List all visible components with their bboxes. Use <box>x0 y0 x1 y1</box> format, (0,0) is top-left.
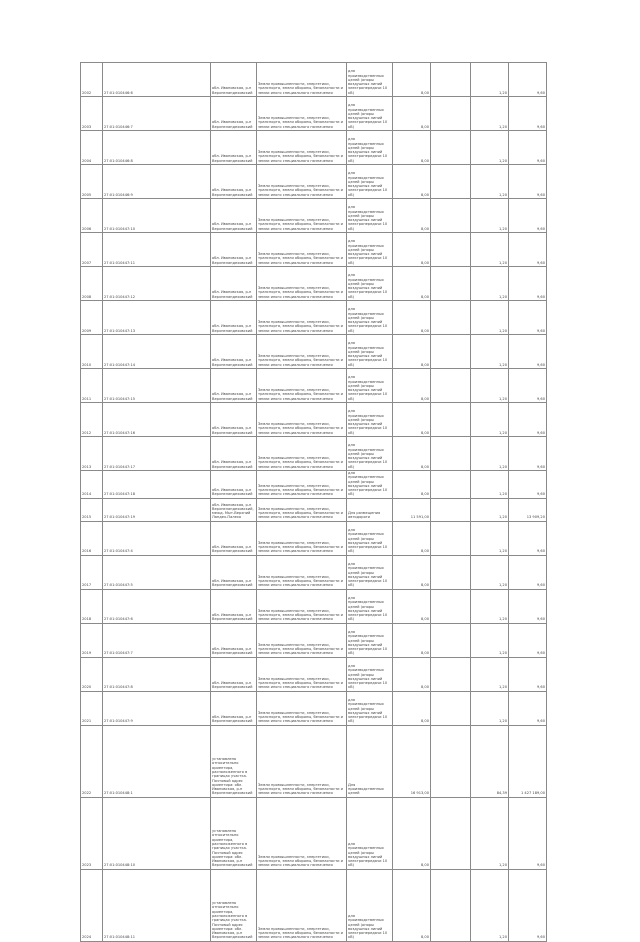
rate-cell: 1,20 <box>471 657 509 691</box>
cost-cell: 9,60 <box>509 657 547 691</box>
permitted-use-cell: для производственных целей (опоры воздушных линий электропередачи 10 кВ) <box>347 267 393 301</box>
cost-cell: 9,60 <box>509 199 547 233</box>
cost-cell: 9,60 <box>509 233 547 267</box>
empty-cell <box>431 437 471 471</box>
rate-cell: 1,20 <box>471 403 509 437</box>
cost-cell: 9,60 <box>509 869 547 941</box>
table-row <box>81 437 547 471</box>
table-row <box>81 233 547 267</box>
permitted-use-cell: для производственных целей (опоры воздушных линий электропередачи 10 кВ) <box>347 437 393 471</box>
rate-cell: 1,20 <box>471 131 509 165</box>
cadastral-number-cell: 27:01:010446:8 <box>103 131 211 165</box>
address-cell: обл. Ивановская, р-н Верхнеландеховский, межд. Мыт-Верхний Ландех-Палехо <box>211 498 257 521</box>
address-cell: обл. Ивановская, р-н Верхнеландеховский <box>211 63 257 97</box>
permitted-use-cell: для производственных целей (опоры воздушных линий электропередачи 10 кВ) <box>347 589 393 623</box>
row-number-cell: 2019 <box>81 623 103 657</box>
rate-cell: 1,20 <box>471 555 509 589</box>
table-row <box>81 725 547 797</box>
land-category-cell: Земли промышленности, энергетики, транспорта, земли обороны, безопасности и земли иного специального назначения <box>257 369 347 403</box>
cost-cell: 1 427 189,00 <box>509 725 547 797</box>
table-row <box>81 403 547 437</box>
row-number-cell: 2021 <box>81 691 103 725</box>
permitted-use-cell: для производственных целей (опоры воздушных линий электропередачи 10 кВ) <box>347 165 393 199</box>
row-number-cell: 2012 <box>81 403 103 437</box>
land-category-cell: Земли промышленности, энергетики, транспорта, земли обороны, безопасности и земли иного специального назначения <box>257 471 347 499</box>
table-row <box>81 657 547 691</box>
area-cell: 11 591,00 <box>393 498 431 521</box>
land-category-cell: Земли промышленности, энергетики, транспорта, земли обороны, безопасности и земли иного специального назначения <box>257 797 347 869</box>
address-cell: установлено относительно ориентира, расположенного в границах участка. Почтовый адрес ориентира: обл. Ивановская, р-н Верхнеландеховский <box>211 797 257 869</box>
empty-cell <box>431 131 471 165</box>
address-cell: обл. Ивановская, р-н Верхнеландеховский <box>211 165 257 199</box>
cadastral-number-cell: 27:01:010448:1 <box>103 725 211 797</box>
area-cell: 8,00 <box>393 63 431 97</box>
land-category-cell: Земли промышленности, энергетики, транспорта, земли обороны, безопасности и земли иного специального назначения <box>257 437 347 471</box>
land-category-cell: Земли промышленности, энергетики, транспорта, земли обороны, безопасности и земли иного специального назначения <box>257 131 347 165</box>
area-cell: 8,00 <box>393 403 431 437</box>
land-category-cell: Земли промышленности, энергетики, транспорта, земли обороны, безопасности и земли иного специального назначения <box>257 521 347 555</box>
land-category-cell: Земли промышленности, энергетики, транспорта, земли обороны, безопасности и земли иного специального назначения <box>257 63 347 97</box>
area-cell: 8,00 <box>393 657 431 691</box>
row-number-cell: 2015 <box>81 498 103 521</box>
cadastral-number-cell: 27:01:010447:12 <box>103 267 211 301</box>
rate-cell: 84,39 <box>471 725 509 797</box>
row-number-cell: 2007 <box>81 233 103 267</box>
address-cell: обл. Ивановская, р-н Верхнеландеховский <box>211 521 257 555</box>
rate-cell: 1,20 <box>471 623 509 657</box>
table-row <box>81 369 547 403</box>
address-cell: обл. Ивановская, р-н Верхнеландеховский <box>211 233 257 267</box>
table-row <box>81 267 547 301</box>
area-cell: 8,00 <box>393 97 431 131</box>
row-number-cell: 2011 <box>81 369 103 403</box>
land-category-cell: Земли промышленности, энергетики, транспорта, земли обороны, безопасности и земли иного специального назначения <box>257 555 347 589</box>
table-row <box>81 521 547 555</box>
empty-cell <box>431 267 471 301</box>
empty-cell <box>431 199 471 233</box>
cadastral-number-cell: 27:01:010447:9 <box>103 691 211 725</box>
land-category-cell: Земли промышленности, энергетики, транспорта, земли обороны, безопасности и земли иного специального назначения <box>257 267 347 301</box>
empty-cell <box>431 369 471 403</box>
rate-cell: 1,20 <box>471 369 509 403</box>
cadastral-number-cell: 27:01:010447:16 <box>103 403 211 437</box>
rate-cell: 1,20 <box>471 498 509 521</box>
rate-cell: 1,20 <box>471 233 509 267</box>
address-cell: обл. Ивановская, р-н Верхнеландеховский <box>211 691 257 725</box>
rate-cell: 1,20 <box>471 471 509 499</box>
area-cell: 8,00 <box>393 199 431 233</box>
table-body <box>81 63 547 942</box>
address-cell: обл. Ивановская, р-н Верхнеландеховский <box>211 437 257 471</box>
land-category-cell: Земли промышленности, энергетики, транспорта, земли обороны, безопасности и земли иного специального назначения <box>257 869 347 941</box>
row-number-cell: 2010 <box>81 335 103 369</box>
cadastral-number-cell: 27:01:010447:17 <box>103 437 211 471</box>
cost-cell: 13 909,20 <box>509 498 547 521</box>
cadastral-number-cell: 27:01:010447:7 <box>103 623 211 657</box>
rate-cell: 1,20 <box>471 869 509 941</box>
cost-cell: 9,60 <box>509 555 547 589</box>
cadastral-number-cell: 27:01:010447:4 <box>103 521 211 555</box>
permitted-use-cell: для производственных целей (опоры воздушных линий электропередачи 10 кВ) <box>347 199 393 233</box>
row-number-cell: 2003 <box>81 97 103 131</box>
table-row <box>81 199 547 233</box>
rate-cell: 1,20 <box>471 521 509 555</box>
address-cell: обл. Ивановская, р-н Верхнеландеховский <box>211 97 257 131</box>
cost-cell: 9,60 <box>509 403 547 437</box>
address-cell: обл. Ивановская, р-н Верхнеландеховский <box>211 199 257 233</box>
permitted-use-cell: для производственных целей (опоры воздушных линий электропередачи 10 кВ) <box>347 623 393 657</box>
address-cell: обл. Ивановская, р-н Верхнеландеховский <box>211 369 257 403</box>
area-cell: 8,00 <box>393 301 431 335</box>
area-cell: 8,00 <box>393 869 431 941</box>
table-row <box>81 335 547 369</box>
land-registry-table <box>80 62 547 942</box>
empty-cell <box>431 589 471 623</box>
permitted-use-cell: Для производственных целей <box>347 725 393 797</box>
table-row <box>81 301 547 335</box>
rate-cell: 1,20 <box>471 589 509 623</box>
empty-cell <box>431 555 471 589</box>
land-category-cell: Земли промышленности, энергетики, транспорта, земли обороны, безопасности и земли иного специального назначения <box>257 691 347 725</box>
empty-cell <box>431 403 471 437</box>
empty-cell <box>431 498 471 521</box>
table-row <box>81 869 547 941</box>
rate-cell: 1,20 <box>471 691 509 725</box>
permitted-use-cell: для производственных целей (опоры воздушных линий электропередачи 10 кВ) <box>347 521 393 555</box>
cost-cell: 9,60 <box>509 437 547 471</box>
cadastral-number-cell: 27:01:010447:11 <box>103 233 211 267</box>
row-number-cell: 2024 <box>81 869 103 941</box>
cost-cell: 9,60 <box>509 301 547 335</box>
row-number-cell: 2006 <box>81 199 103 233</box>
row-number-cell: 2018 <box>81 589 103 623</box>
row-number-cell: 2002 <box>81 63 103 97</box>
cost-cell: 9,60 <box>509 797 547 869</box>
land-category-cell: Земли промышленности, энергетики, транспорта, земли обороны, безопасности и земли иного специального назначения <box>257 725 347 797</box>
rate-cell: 1,20 <box>471 165 509 199</box>
address-cell: обл. Ивановская, р-н Верхнеландеховский <box>211 623 257 657</box>
rate-cell: 1,20 <box>471 797 509 869</box>
address-cell: обл. Ивановская, р-н Верхнеландеховский <box>211 131 257 165</box>
area-cell: 8,00 <box>393 233 431 267</box>
table-row <box>81 97 547 131</box>
area-cell: 8,00 <box>393 797 431 869</box>
table-row <box>81 797 547 869</box>
table-row <box>81 63 547 97</box>
permitted-use-cell: для производственных целей (опоры воздушных линий электропередачи 10 кВ) <box>347 657 393 691</box>
row-number-cell: 2009 <box>81 301 103 335</box>
land-category-cell: Земли промышленности, энергетики, транспорта, земли обороны, безопасности и земли иного специального назначения <box>257 403 347 437</box>
permitted-use-cell: для производственных целей (опоры воздушных линий электропередачи 10 кВ) <box>347 471 393 499</box>
row-number-cell: 2017 <box>81 555 103 589</box>
area-cell: 8,00 <box>393 589 431 623</box>
table-row <box>81 589 547 623</box>
cost-cell: 9,60 <box>509 131 547 165</box>
land-category-cell: Земли промышленности, энергетики, транспорта, земли обороны, безопасности и земли иного специального назначения <box>257 233 347 267</box>
area-cell: 16 913,00 <box>393 725 431 797</box>
land-category-cell: Земли промышленности, энергетики, транспорта, земли обороны, безопасности и земли иного специального назначения <box>257 335 347 369</box>
empty-cell <box>431 335 471 369</box>
area-cell: 8,00 <box>393 691 431 725</box>
rate-cell: 1,20 <box>471 301 509 335</box>
table-row <box>81 131 547 165</box>
cadastral-number-cell: 27:01:010447:15 <box>103 369 211 403</box>
address-cell: обл. Ивановская, р-н Верхнеландеховский <box>211 471 257 499</box>
empty-cell <box>431 657 471 691</box>
permitted-use-cell: для производственных целей (опоры воздушных линий электропередачи 10 кВ) <box>347 691 393 725</box>
table-row <box>81 471 547 499</box>
land-category-cell: Земли промышленности, энергетики, транспорта, земли обороны, безопасности и земли иного специального назначения <box>257 657 347 691</box>
area-cell: 8,00 <box>393 623 431 657</box>
row-number-cell: 2013 <box>81 437 103 471</box>
cost-cell: 9,60 <box>509 97 547 131</box>
area-cell: 8,00 <box>393 471 431 499</box>
cadastral-number-cell: 27:01:010448:11 <box>103 869 211 941</box>
address-cell: обл. Ивановская, р-н Верхнеландеховский <box>211 267 257 301</box>
permitted-use-cell: для производственных целей (опоры воздушных линий электропередачи 10 кВ) <box>347 403 393 437</box>
permitted-use-cell: для производственных целей (опоры воздушных линий электропередачи 10 кВ) <box>347 797 393 869</box>
cost-cell: 9,60 <box>509 471 547 499</box>
address-cell: обл. Ивановская, р-н Верхнеландеховский <box>211 657 257 691</box>
cost-cell: 9,60 <box>509 369 547 403</box>
address-cell: обл. Ивановская, р-н Верхнеландеховский <box>211 335 257 369</box>
cost-cell: 9,60 <box>509 589 547 623</box>
address-cell: обл. Ивановская, р-н Верхнеландеховский <box>211 403 257 437</box>
permitted-use-cell: для производственных целей (опоры воздушных линий электропередачи 10 кВ) <box>347 555 393 589</box>
empty-cell <box>431 97 471 131</box>
cost-cell: 9,60 <box>509 335 547 369</box>
land-category-cell: Земли промышленности, энергетики, транспорта, земли обороны, безопасности и земли иного специального назначения <box>257 498 347 521</box>
cadastral-number-cell: 27:01:010447:18 <box>103 471 211 499</box>
cadastral-number-cell: 27:01:010447:14 <box>103 335 211 369</box>
cost-cell: 9,60 <box>509 521 547 555</box>
cost-cell: 9,60 <box>509 165 547 199</box>
cadastral-number-cell: 27:01:010447:8 <box>103 657 211 691</box>
row-number-cell: 2020 <box>81 657 103 691</box>
cadastral-number-cell: 27:01:010448:10 <box>103 797 211 869</box>
cadastral-number-cell: 27:01:010447:13 <box>103 301 211 335</box>
permitted-use-cell: для производственных целей (опоры воздушных линий электропередачи 10 кВ) <box>347 97 393 131</box>
empty-cell <box>431 797 471 869</box>
permitted-use-cell: для производственных целей (опоры воздушных линий электропередачи 10 кВ) <box>347 301 393 335</box>
empty-cell <box>431 471 471 499</box>
empty-cell <box>431 63 471 97</box>
area-cell: 8,00 <box>393 267 431 301</box>
cost-cell: 9,60 <box>509 63 547 97</box>
row-number-cell: 2023 <box>81 797 103 869</box>
permitted-use-cell: для производственных целей (опоры воздушных линий электропередачи 10 кВ) <box>347 369 393 403</box>
land-category-cell: Земли промышленности, энергетики, транспорта, земли обороны, безопасности и земли иного специального назначения <box>257 199 347 233</box>
cost-cell: 9,60 <box>509 623 547 657</box>
table-row <box>81 498 547 521</box>
address-cell: установлено относительно ориентира, расположенного в границах участка. Почтовый адрес ориентира: обл. Ивановская, р-н Верхнеландеховский <box>211 869 257 941</box>
land-category-cell: Земли промышленности, энергетики, транспорта, земли обороны, безопасности и земли иного специального назначения <box>257 97 347 131</box>
cadastral-number-cell: 27:01:010447:19 <box>103 498 211 521</box>
empty-cell <box>431 725 471 797</box>
empty-cell <box>431 521 471 555</box>
address-cell: обл. Ивановская, р-н Верхнеландеховский <box>211 555 257 589</box>
permitted-use-cell: для производственных целей (опоры воздушных линий электропередачи 10 кВ) <box>347 869 393 941</box>
empty-cell <box>431 869 471 941</box>
row-number-cell: 2014 <box>81 471 103 499</box>
cost-cell: 9,60 <box>509 691 547 725</box>
table-row <box>81 555 547 589</box>
area-cell: 8,00 <box>393 369 431 403</box>
cost-cell: 9,60 <box>509 267 547 301</box>
land-category-cell: Земли промышленности, энергетики, транспорта, земли обороны, безопасности и земли иного специального назначения <box>257 165 347 199</box>
address-cell: обл. Ивановская, р-н Верхнеландеховский <box>211 589 257 623</box>
address-cell: установлено относительно ориентира, расположенного в границах участка. Почтовый адрес ориентира: обл. Ивановская, р-н Верхнеландеховский <box>211 725 257 797</box>
rate-cell: 1,20 <box>471 267 509 301</box>
cadastral-number-cell: 27:01:010446:9 <box>103 165 211 199</box>
permitted-use-cell: для производственных целей (опоры воздушных линий электропередачи 10 кВ) <box>347 63 393 97</box>
cadastral-number-cell: 27:01:010446:6 <box>103 63 211 97</box>
cadastral-number-cell: 27:01:010446:7 <box>103 97 211 131</box>
land-category-cell: Земли промышленности, энергетики, транспорта, земли обороны, безопасности и земли иного специального назначения <box>257 301 347 335</box>
area-cell: 8,00 <box>393 131 431 165</box>
rate-cell: 1,20 <box>471 199 509 233</box>
rate-cell: 1,20 <box>471 335 509 369</box>
permitted-use-cell: для производственных целей (опоры воздушных линий электропередачи 10 кВ) <box>347 131 393 165</box>
empty-cell <box>431 623 471 657</box>
area-cell: 8,00 <box>393 555 431 589</box>
permitted-use-cell: для производственных целей (опоры воздушных линий электропередачи 10 кВ) <box>347 335 393 369</box>
empty-cell <box>431 691 471 725</box>
cadastral-number-cell: 27:01:010447:10 <box>103 199 211 233</box>
table-row <box>81 623 547 657</box>
row-number-cell: 2008 <box>81 267 103 301</box>
cadastral-number-cell: 27:01:010447:6 <box>103 589 211 623</box>
empty-cell <box>431 233 471 267</box>
rate-cell: 1,20 <box>471 97 509 131</box>
table-row <box>81 691 547 725</box>
permitted-use-cell: для производственных целей (опоры воздушных линий электропередачи 10 кВ) <box>347 233 393 267</box>
empty-cell <box>431 165 471 199</box>
empty-cell <box>431 301 471 335</box>
address-cell: обл. Ивановская, р-н Верхнеландеховский <box>211 301 257 335</box>
cadastral-number-cell: 27:01:010447:5 <box>103 555 211 589</box>
area-cell: 8,00 <box>393 165 431 199</box>
rate-cell: 1,20 <box>471 437 509 471</box>
rate-cell: 1,20 <box>471 63 509 97</box>
row-number-cell: 2016 <box>81 521 103 555</box>
land-category-cell: Земли промышленности, энергетики, транспорта, земли обороны, безопасности и земли иного специального назначения <box>257 589 347 623</box>
row-number-cell: 2004 <box>81 131 103 165</box>
area-cell: 8,00 <box>393 437 431 471</box>
row-number-cell: 2022 <box>81 725 103 797</box>
table-row <box>81 165 547 199</box>
row-number-cell: 2005 <box>81 165 103 199</box>
area-cell: 8,00 <box>393 335 431 369</box>
land-category-cell: Земли промышленности, энергетики, транспорта, земли обороны, безопасности и земли иного специального назначения <box>257 623 347 657</box>
permitted-use-cell: Для размещения автодороги <box>347 498 393 521</box>
area-cell: 8,00 <box>393 521 431 555</box>
